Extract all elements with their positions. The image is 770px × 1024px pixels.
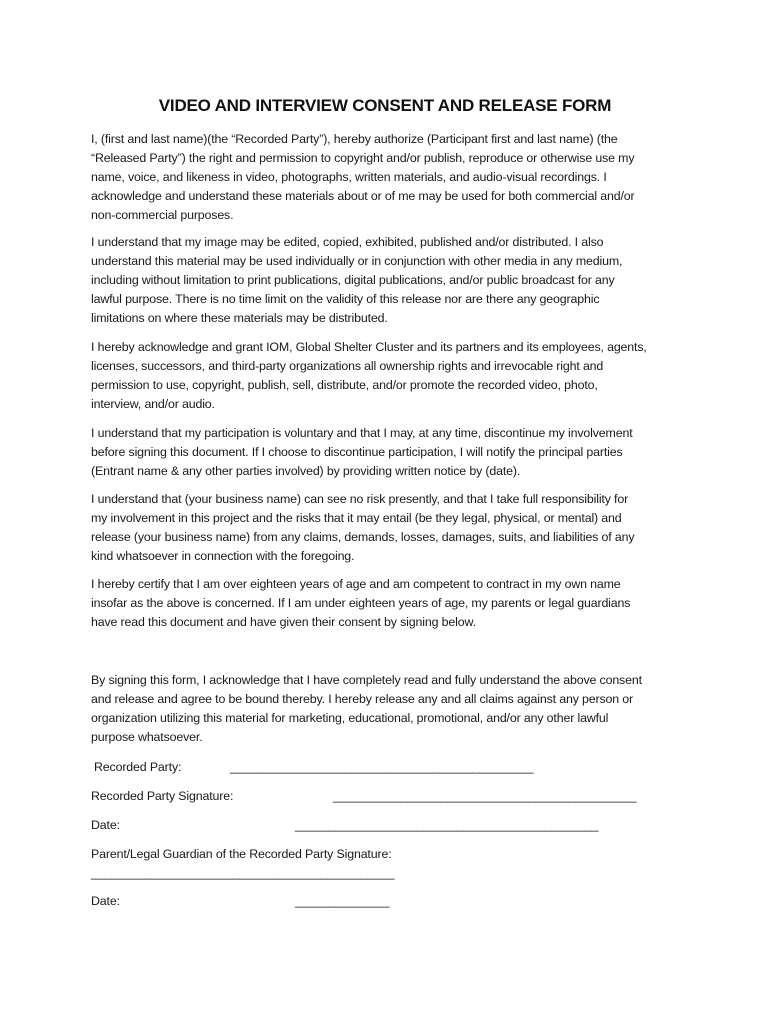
paragraph-line: “Released Party”) the right and permission to copyright and/or publish, reproduce or otherwise use my [91,151,635,165]
paragraph-voluntary [91,424,683,481]
paragraph-line: organization utilizing this material for marketing, educational, promotional, and/or any other lawful [91,711,609,725]
paragraph-line: permission to use, copyright, publish, sell, distribute, and/or promote the recorded video, photo, [91,378,598,392]
paragraph-age [91,575,683,632]
paragraph-line: (Entrant name & any other parties involved) by providing written notice by (date). [91,464,521,478]
paragraph-line: have read this document and have given their consent by signing below. [91,615,476,629]
paragraph-line: acknowledge and understand these materials about or of me may be used for both commercial and/or [91,189,635,203]
paragraph-line: including without limitation to print publications, digital publications, and/or public broadcast for any [91,273,615,287]
paragraph-line: and release and agree to be bound thereby. I hereby release any and all claims against any person or [91,692,634,706]
guardian-signature-label: Parent/Legal Guardian of the Recorded Party Signature: [91,847,392,861]
paragraph-line: my involvement in this project and the risks that it may entail (be they legal, physical, or mental) and [91,511,622,525]
date-line[interactable]: _____________________________________________ [295,818,599,832]
paragraph-grant [91,338,683,414]
paragraph-line: I, (first and last name)(the “Recorded Party”), hereby authorize (Participant first and last name) (the [91,132,618,146]
paragraph-line: By signing this form, I acknowledge that I have completely read and fully understand the above consent [91,673,642,687]
paragraph-line: insofar as the above is concerned. If I am under eighteen years of age, my parents or legal guardians [91,596,631,610]
paragraph-line: release (your business name) from any claims, demands, losses, damages, suits, and liabilities of any [91,530,635,544]
paragraph-risk [91,490,683,566]
date2-label: Date: [91,894,120,908]
paragraph-acknowledgement [91,671,683,747]
paragraph-line: name, voice, and likeness in video, photographs, written materials, and audio-visual recordings. I [91,170,607,184]
recorded-party-line[interactable]: _____________________________________________ [230,760,534,774]
paragraph-line: lawful purpose. There is no time limit on the validity of this release nor are there any geographic [91,292,600,306]
recorded-party-label: Recorded Party: [94,760,182,774]
date-label: Date: [91,818,120,832]
paragraph-line: limitations on where these materials may be distributed. [91,311,388,325]
paragraph-line: licenses, successors, and third-party organizations all ownership rights and irrevocable right and [91,359,604,373]
paragraph-line: interview, and/or audio. [91,397,215,411]
signature-label: Recorded Party Signature: [91,789,234,803]
paragraph-line: understand this material may be used individually or in conjunction with other media in any medium, [91,254,623,268]
date2-line[interactable]: ______________ [295,894,390,908]
paragraph-line: I understand that (your business name) can see no risk presently, and that I take full responsibility for [91,492,629,506]
paragraph-line: before signing this document. If I choose to discontinue participation, I will notify the principal parties [91,445,623,459]
paragraph-line: I hereby acknowledge and grant IOM, Global Shelter Cluster and its partners and its employees, agents, [91,340,647,354]
paragraph-line: I understand that my participation is voluntary and that I may, at any time, discontinue my involvement [91,426,633,440]
paragraph-authorization [91,130,683,225]
paragraph-line: I hereby certify that I am over eighteen years of age and am competent to contract in my own name [91,577,621,591]
paragraph-usage [91,233,683,328]
paragraph-line: kind whatsoever in connection with the foregoing. [91,549,355,563]
signature-line[interactable]: _____________________________________________ [333,789,637,803]
document-title: VIDEO AND INTERVIEW CONSENT AND RELEASE FORM [158,96,612,115]
paragraph-line: purpose whatsoever. [91,730,203,744]
paragraph-line: non-commercial purposes. [91,208,234,222]
guardian-signature-line[interactable]: _____________________________________________ [91,866,395,880]
paragraph-line: I understand that my image may be edited, copied, exhibited, published and/or distributed. I also [91,235,604,249]
